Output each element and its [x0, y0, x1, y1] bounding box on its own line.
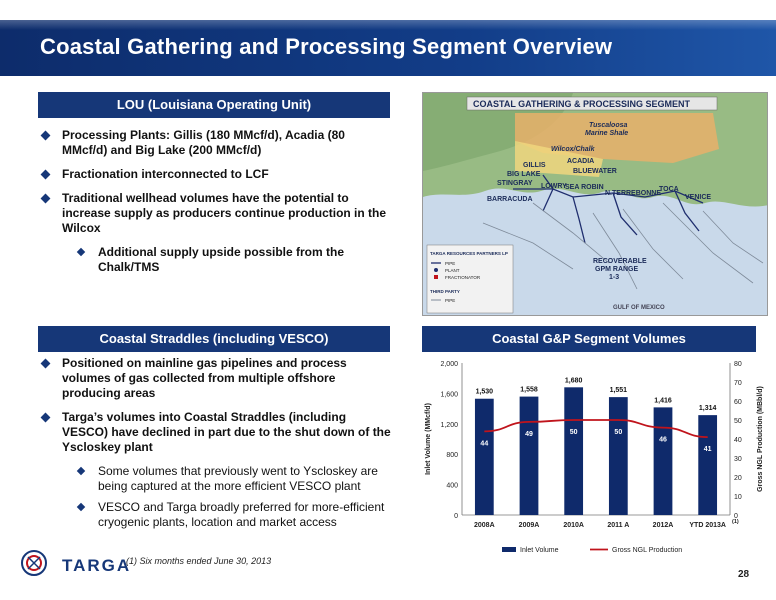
title-gloss [0, 20, 776, 30]
legend-third-pipe: PIPE [445, 298, 456, 303]
legend-inlet-swatch [502, 547, 516, 552]
bullet-text: Processing Plants: Gillis (180 MMcf/d), Acadia (80 MMcf/d) and Big Lake (200 MMcf/d) [62, 128, 345, 157]
y-tick-label: 2,000 [440, 361, 458, 368]
label-venice: VENICE [685, 194, 712, 201]
bar-value-label: 1,551 [609, 387, 628, 395]
label-tuscaloosa: Tuscaloosa [589, 122, 628, 129]
bar-inlet-volume [654, 407, 673, 515]
map-title: COASTAL GATHERING & PROCESSING SEGMENT [473, 99, 691, 109]
diamond-bullet-icon [41, 359, 51, 369]
page-number: 28 [738, 569, 750, 580]
straddles-bullet-yscloskey [38, 410, 394, 455]
x-tick-label: YTD 2013A [689, 522, 726, 529]
straddles-header: Coastal Straddles (including VESCO) [38, 326, 390, 352]
lou-bullet-plants [38, 128, 390, 158]
lou-bullet-fractionation [38, 167, 390, 182]
line-value-label: 50 [569, 429, 578, 436]
label-lowry: LOWRY [541, 183, 567, 190]
label-marine-shale: Marine Shale [585, 130, 629, 137]
page-title: Coastal Gathering and Processing Segment Overview [40, 34, 613, 59]
diamond-bullet-icon [77, 503, 85, 511]
y-tick-label: 0 [454, 513, 458, 520]
y2-tick-label: 0 [734, 513, 738, 520]
bar-value-label: 1,680 [564, 377, 583, 385]
x-tick-superscript: (1) [732, 519, 739, 525]
map-graphic [423, 93, 768, 316]
x-tick-label: 2012A [652, 522, 674, 529]
bullet-text: Targa’s volumes into Coastal Straddles (including VESCO) have declined in part due to the shut down of the Yscloskey plant [62, 410, 391, 454]
label-stingray: STINGRAY [497, 180, 533, 187]
logo-text: TARGA [62, 556, 132, 575]
bullet-text: Fractionation interconnected to LCF [62, 167, 269, 181]
y-tick-label: 400 [446, 482, 458, 490]
title-bar [0, 20, 776, 76]
legend-pipe: PIPE [445, 261, 456, 266]
label-barracuda: BARRACUDA [487, 196, 533, 203]
volumes-chart [412, 352, 772, 567]
x-tick-label: 2008A [474, 522, 495, 529]
diamond-bullet-icon [77, 248, 85, 256]
legend-plant: PLANT [445, 268, 460, 273]
y2-tick-label: 30 [734, 456, 742, 463]
y-axis-label: Inlet Volume (MMcf/d) [425, 403, 432, 475]
lou-bullet-wellhead [38, 191, 390, 236]
legend-third-party: THIRD PARTY [430, 289, 460, 294]
y-tick-label: 1,200 [440, 421, 458, 429]
bar-inlet-volume [609, 397, 628, 515]
label-acadia: ACADIA [567, 158, 595, 165]
volumes-chart-svg [412, 352, 772, 567]
bullet-text: Traditional wellhead volumes have the potential to increase supply as producers continue production in the Wilcox [62, 191, 387, 235]
lou-sub-bullet-chalk [38, 245, 390, 275]
volumes-header: Coastal G&P Segment Volumes [422, 326, 756, 352]
legend-ngl-label: Gross NGL Production [612, 547, 683, 554]
bar-inlet-volume [520, 397, 539, 515]
y-tick-label: 800 [446, 452, 458, 460]
label-toca: TOCA [659, 186, 679, 193]
label-gulf: GULF OF MEXICO [613, 305, 665, 311]
straddles-sub-cryogenic [38, 500, 394, 530]
bar-value-label: 1,416 [654, 397, 672, 405]
y2-tick-label: 10 [734, 494, 742, 501]
x-tick-label: 2009A [518, 522, 540, 529]
lou-bullets [38, 128, 390, 281]
bar-value-label: 1,314 [698, 405, 717, 413]
line-value-label: 49 [525, 430, 533, 438]
legend-title: TARGA RESOURCES PARTNERS LP [430, 251, 508, 256]
label-gpm-range: GPM RANGE [595, 266, 639, 273]
bullet-text: VESCO and Targa broadly preferred for more-efficient cryogenic plants, location and market access [98, 500, 385, 529]
label-sea-robin: SEA ROBIN [565, 184, 604, 191]
bar-value-label: 1,530 [475, 388, 494, 396]
bullet-text: Some volumes that previously went to Yscloskey are being captured at the more efficient VESCO plant [98, 464, 378, 493]
diamond-bullet-icon [41, 170, 51, 180]
line-value-label: 41 [703, 446, 712, 454]
diamond-bullet-icon [41, 413, 51, 423]
y2-tick-label: 80 [734, 361, 742, 368]
legend-plant-swatch [434, 268, 438, 272]
label-gillis: GILLIS [523, 162, 546, 169]
label-bluewater: BLUEWATER [573, 168, 617, 175]
y2-tick-label: 20 [734, 475, 742, 482]
bar-inlet-volume [564, 387, 583, 515]
legend-fractionator: FRACTIONATOR [445, 275, 481, 280]
label-big-lake: BIG LAKE [507, 171, 541, 178]
footnote: (1) Six months ended June 30, 2013 [126, 556, 272, 566]
x-tick-label: 2010A [563, 522, 584, 529]
y2-tick-label: 50 [734, 418, 742, 425]
legend-fractionator-swatch [434, 275, 438, 279]
diamond-bullet-icon [41, 131, 51, 141]
lou-header: LOU (Louisiana Operating Unit) [38, 92, 390, 118]
diamond-bullet-icon [41, 194, 51, 204]
label-n-terrebonne: N.TERREBONNE [605, 190, 662, 197]
line-value-label: 50 [614, 429, 623, 436]
line-value-label: 46 [659, 436, 667, 444]
coastal-map [422, 92, 768, 316]
bullet-text: Additional supply upside possible from the Chalk/TMS [98, 245, 345, 274]
line-gross-ngl-production [484, 420, 707, 437]
bar-value-label: 1,558 [520, 386, 538, 394]
bar-inlet-volume [475, 399, 494, 515]
label-recoverable: RECOVERABLE [593, 258, 647, 265]
y2-tick-label: 70 [734, 380, 742, 387]
map-legend [427, 245, 513, 313]
y2-tick-label: 60 [734, 399, 742, 406]
bullet-text: Positioned on mainline gas pipelines and process volumes of gas collected from multiple offshore producing areas [62, 356, 347, 400]
diamond-bullet-icon [77, 467, 85, 475]
label-wilcox: Wilcox/Chalk [551, 146, 595, 153]
y-tick-label: 1,600 [440, 391, 458, 399]
legend-inlet-label: Inlet Volume [520, 547, 559, 554]
line-value-label: 44 [480, 440, 489, 448]
y2-axis-label: Gross NGL Production (MBbl/d) [757, 386, 764, 492]
bar-inlet-volume [698, 415, 717, 515]
x-tick-label: 2011 A [607, 522, 630, 529]
label-gpm-value: 1-3 [609, 274, 620, 281]
y2-tick-label: 40 [734, 437, 742, 444]
straddles-sub-vesco-capture [38, 464, 394, 494]
straddles-bullets [38, 356, 394, 536]
straddles-bullet-mainline [38, 356, 394, 401]
